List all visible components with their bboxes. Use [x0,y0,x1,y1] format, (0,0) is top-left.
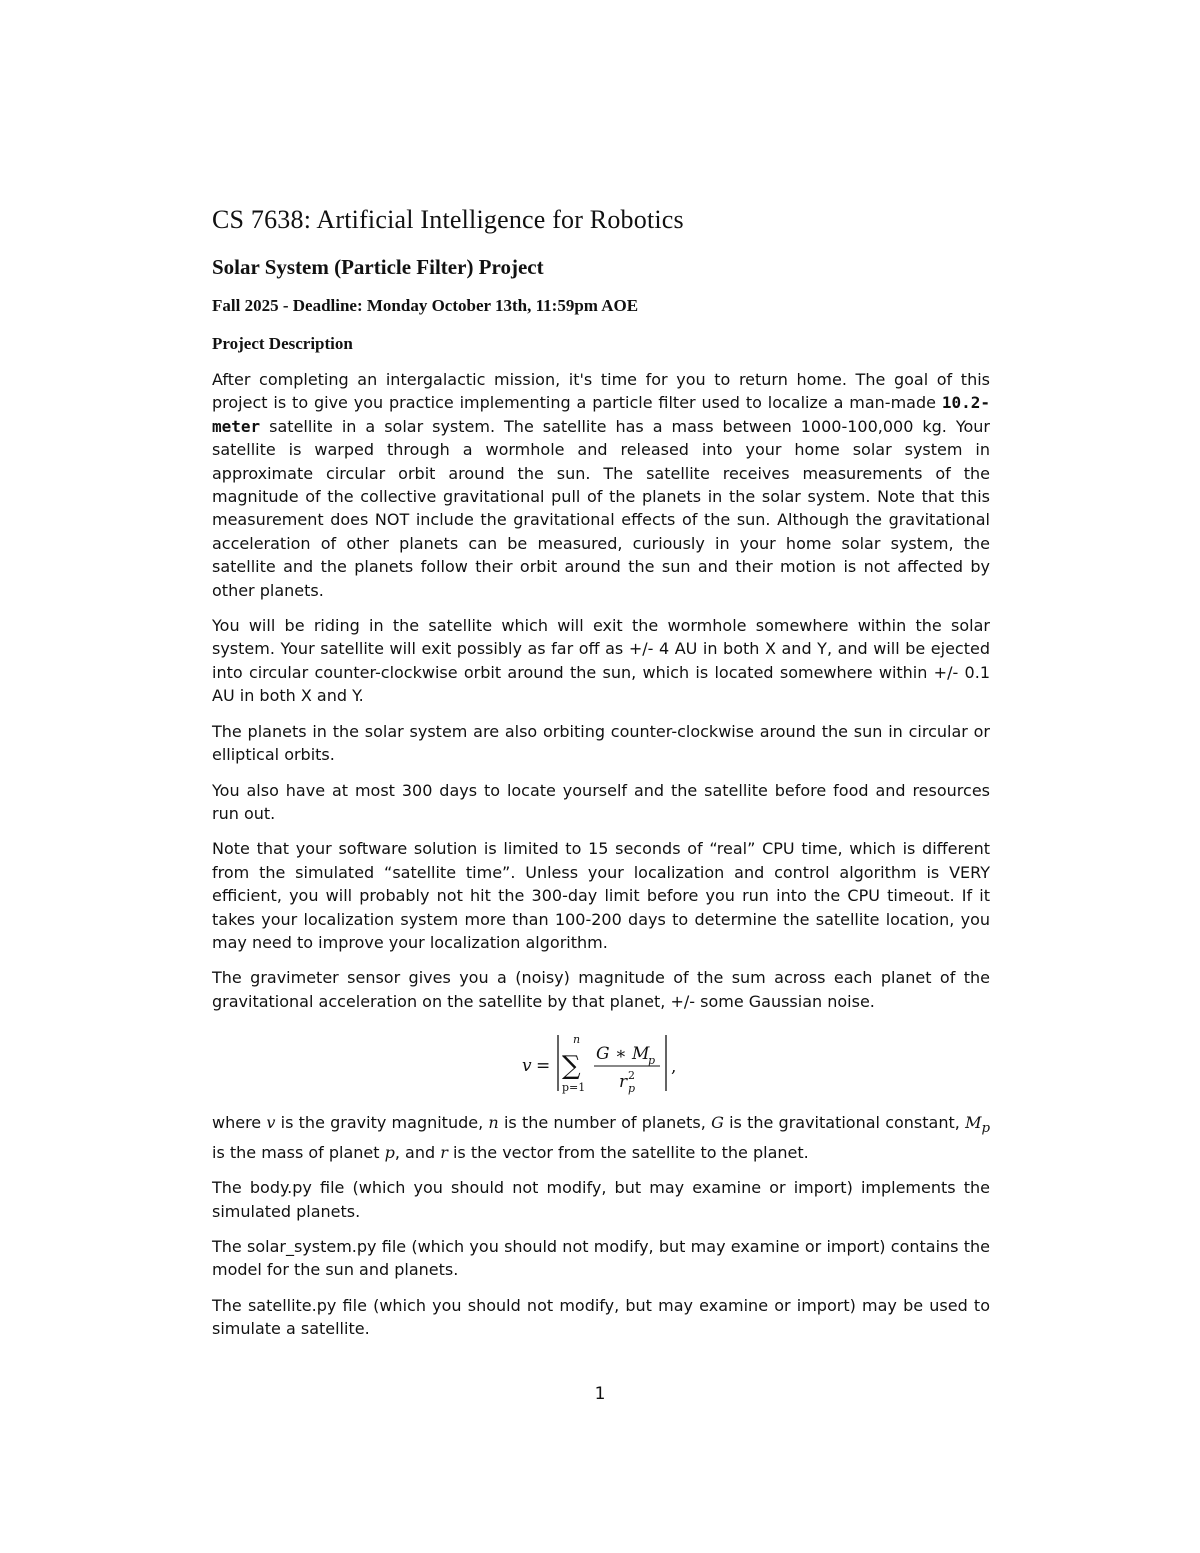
p7-text-c: is the gravitational constant, [723,1113,966,1133]
paragraph-cpu: Note that your software solution is limited to 15 seconds of “real” CPU time, which is different from the simulated “satellite time”. Unless your localization and control algorithm is VERY efficient, you will probably not hit the 300-day limit before you run into the CPU timeout. If it takes your localization system more than 100-200 days to determine the satellite location, you may need to improve your localization algorithm. [212,839,990,952]
eq-equals: = [536,1056,551,1077]
paragraph-sensor: The gravimeter sensor gives you a (noisy) magnitude of the sum across each planet of the gravitational acceleration on the satellite by that planet, +/- some Gaussian noise. [212,968,990,1011]
paragraph-intro [212,368,990,602]
paragraph-planets: The planets in the solar system are also orbiting counter-clockwise around the sun in circular or elliptical orbits. [212,721,990,765]
eq-lhs: v [522,1056,532,1077]
p1-text-b: satellite in a solar system. The satellite has a mass between 1000-100,000 kg. Your satellite is warped through a wormhole and released into your home solar system in approximate circular orbit around the sun. The satellite receives measurements of the magnitude of the collective gravitational pull of the planets in the solar system. Note that this measurement does NOT include the gravitational effects of the sun. Although the gravitational acceleration of other planets can be measured, curiously in your home solar system, the satellite and the planets follow their orbit around the sun and their motion is not affected by other planets. [212,416,990,600]
paragraph-variables [212,1111,990,1164]
var-v: v [266,1113,276,1133]
paragraph-solar-system-py: The solar_system.py file (which you should not modify, but may examine or import) contains the model for the sun and planets. [212,1236,990,1280]
eq-denominator: r [619,1072,628,1093]
var-r: r [440,1142,448,1162]
paragraph-days: You also have at most 300 days to locate yourself and the satellite before food and resources run out. [212,780,990,823]
paragraph-satellite-py: The satellite.py file (which you should not modify, but may examine or import) may be used to simulate a satellite. [212,1295,990,1339]
p7-text-d: is the mass of planet [212,1142,385,1162]
paragraph-body-py: The body.py file (which you should not modify, but may examine or import) implements the simulated planets. [212,1178,990,1221]
satellite-size-bold: 10.2-meter [212,393,990,436]
var-Mp: M [965,1113,982,1133]
p7-text-f: is the vector from the satellite to the planet. [447,1142,809,1162]
sum-sign: ∑ [562,1051,581,1082]
page-content [212,205,990,1353]
p7-where: where [212,1113,267,1133]
var-n: n [488,1113,499,1133]
equation-svg [212,1025,990,1103]
sum-upper: n [573,1033,581,1047]
eq-trailing-comma: , [671,1057,677,1078]
eq-num-sub: p [648,1054,656,1068]
p7-text-e: , and [394,1142,441,1162]
var-p: p [384,1142,395,1162]
page-number: 1 [594,1384,606,1404]
p1-text-a: After completing an intergalactic mission, it's time for you to return home. The goal of this project is to give you practice implementing a particle filter used to localize a man-made [212,370,990,413]
section-heading: Project Description [212,334,353,353]
deadline-line: Fall 2025 - Deadline: Monday October 13th, 11:59pm AOE [212,296,639,315]
paragraph-exit: You will be riding in the satellite which will exit the wormhole somewhere within the solar system. Your satellite will exit possibly as far off as +/- 4 AU in both X and Y, and will be ejected into circular counter-clockwise orbit around the sun, which is located somewhere within +/- 0.1 AU in both X and Y. [212,616,990,706]
p7-text-b: is the number of planets, [498,1113,712,1133]
gravity-equation [212,1025,990,1103]
var-G: G [711,1113,724,1133]
p7-text-a: is the gravity magnitude, [275,1113,489,1133]
eq-den-sub: p [628,1082,636,1096]
sum-lower: p=1 [562,1081,586,1095]
project-subtitle: Solar System (Particle Filter) Project [212,255,544,279]
page-title: CS 7638: Artificial Intelligence for Robotics [212,205,684,234]
eq-numerator: G ∗ M [596,1044,650,1065]
var-Mp-sub: p [981,1121,991,1137]
eq-den-sup: 2 [628,1069,635,1083]
